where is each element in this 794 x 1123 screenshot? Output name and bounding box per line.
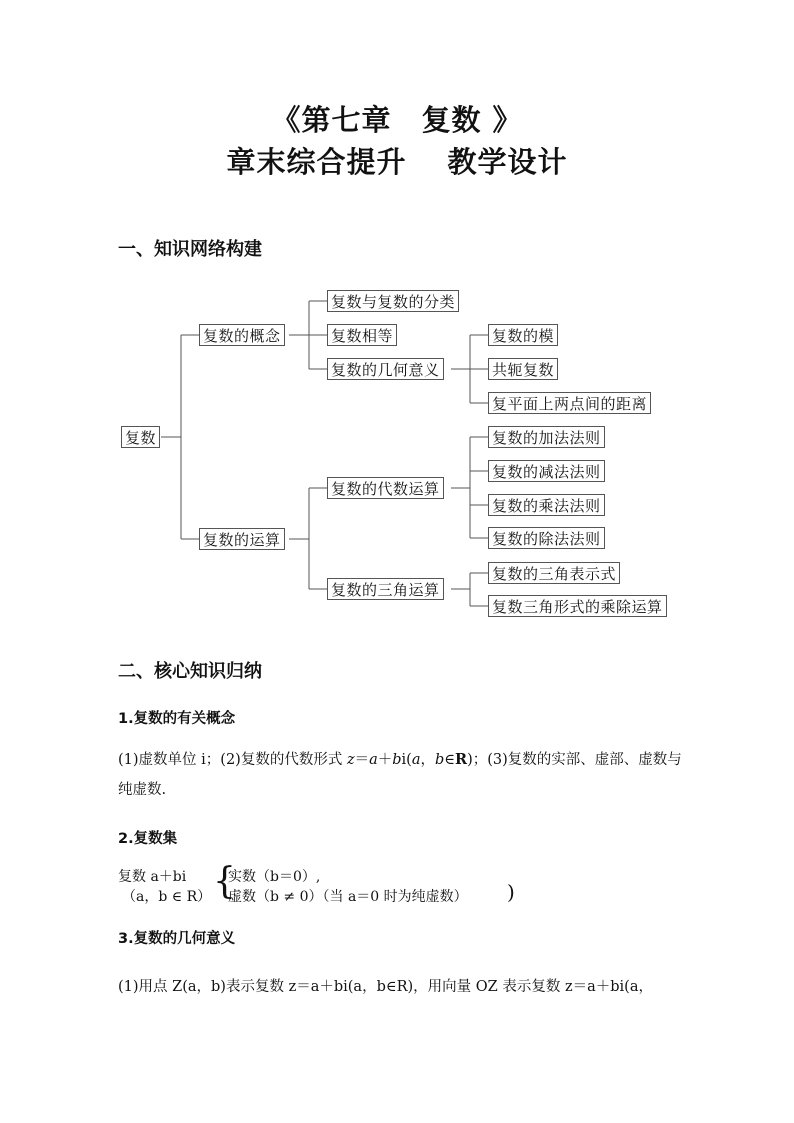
section-heading-core-knowledge: 二、核心知识归纳: [118, 661, 262, 682]
document-title-line2: 章末综合提升 教学设计: [226, 145, 568, 179]
set-left-line1: 复数 a＋bi: [118, 869, 187, 885]
tree-node-root: 复数: [121, 426, 160, 448]
set-imaginary: 虚数（b ≠ 0）（当 a＝0 时为纯虚数）: [228, 889, 468, 905]
tree-node-concept: 复数的概念: [199, 324, 285, 346]
set-left-line2: （a，b ∈ R）: [122, 889, 212, 905]
tree-node-modulus: 复数的模: [488, 324, 558, 346]
tree-node-trig-mul-div: 复数三角形式的乘除运算: [488, 595, 667, 617]
tree-node-geometric-meaning: 复数的几何意义: [327, 358, 444, 380]
section-heading-knowledge-network: 一、知识网络构建: [118, 239, 262, 260]
tree-node-subtraction: 复数的减法法则: [488, 460, 605, 482]
right-paren-icon: ): [507, 880, 515, 904]
tree-node-addition: 复数的加法法则: [488, 426, 605, 448]
tree-node-multiplication: 复数的乘法法则: [488, 494, 605, 516]
set-real: 实数（b＝0）,: [228, 869, 321, 885]
subheading-geometric-meaning: 3.复数的几何意义: [118, 931, 236, 947]
tree-node-algebra-ops: 复数的代数运算: [327, 477, 444, 499]
tree-node-classification: 复数与复数的分类: [327, 290, 459, 312]
left-brace-icon: {: [213, 861, 236, 902]
tree-node-trig-form: 复数的三角表示式: [488, 562, 620, 584]
paragraph-concepts: (1)虚数单位 i；(2)复数的代数形式 z＝a＋bi(a，b∈R)；(3)复数的实部、虚部、虚数与纯虚数.: [118, 751, 682, 798]
paragraph-geometric-meaning: (1)用点 Z(a，b)表示复数 z＝a＋bi(a，b∈R)，用向量 OZ 表示复数 z＝a＋bi(a，: [118, 979, 653, 995]
tree-node-operations: 复数的运算: [199, 528, 285, 550]
document-title-line1: 《第七章 复数 》: [271, 103, 523, 137]
tree-node-division: 复数的除法法则: [488, 527, 605, 549]
tree-node-distance: 复平面上两点间的距离: [488, 392, 651, 414]
tree-node-trig-ops: 复数的三角运算: [327, 578, 444, 600]
subheading-complex-set: 2.复数集: [118, 831, 178, 847]
tree-node-conjugate: 共轭复数: [488, 358, 558, 380]
tree-node-equality: 复数相等: [327, 324, 397, 346]
subheading-concepts: 1.复数的有关概念: [118, 711, 236, 727]
